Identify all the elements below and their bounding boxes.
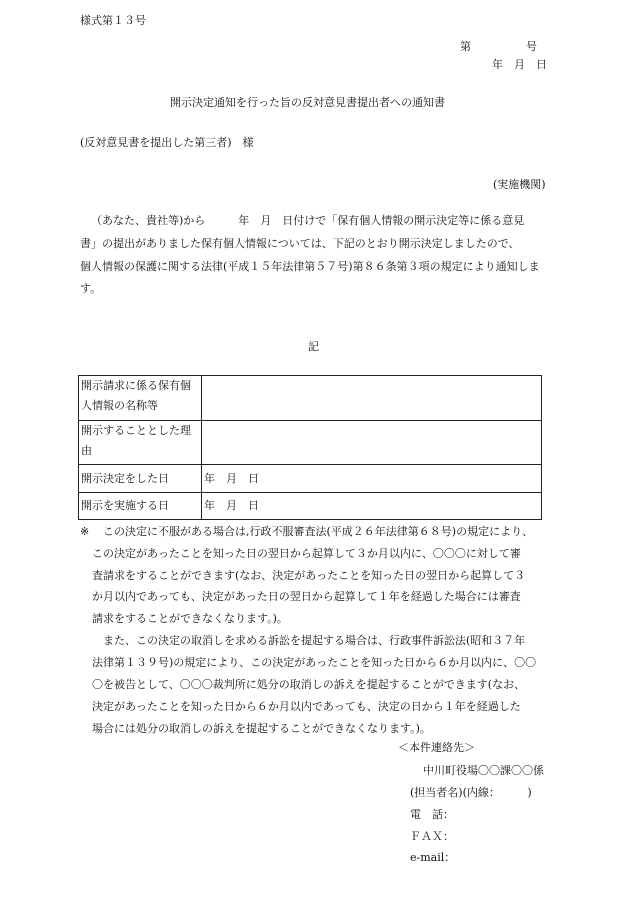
row-value (202, 376, 542, 421)
note-line: 請求をすることができなくなります。)。 (92, 612, 288, 625)
addressee: (反対意見書を提出した第三者) 様 (80, 136, 254, 149)
note-line: 場合には処分の取消しの訴えを提起することができなくなります。)。 (92, 722, 431, 735)
document-date: 年 月 日 (492, 58, 547, 71)
note-line: また、この決定の取消しを求める訴訟を提起する場合は、行政事件訴訟法(昭和３７年 (103, 634, 526, 647)
note-line: この決定があったことを知った日の翌日から起算して３か月以内に、〇〇〇に対して審 (92, 547, 521, 560)
note-line: 〇を被告として、〇〇〇裁判所に処分の取消しの訴えを提起することができます(なお、 (92, 678, 526, 691)
row-value: 年 月 日 (202, 493, 542, 520)
table-row (79, 465, 542, 493)
note-line: この決定に不服がある場合は,行政不服審査法(平成２６年法律第６８号)の規定により、 (103, 525, 534, 538)
contact-heading: ＜本件連絡先＞ (398, 741, 475, 754)
note-line: 法律第１３９号)の規定により、この決定があったことを知った日から６か月以内に、〇〇 (92, 656, 537, 669)
form-number: 様式第１３号 (80, 14, 146, 27)
body-line: す。 (80, 282, 102, 295)
row-value: 年 月 日 (202, 465, 542, 493)
contact-office: 中川町役場〇〇課〇〇係 (423, 764, 544, 777)
row-label: 開示を実施する日 (79, 493, 202, 520)
body-line: （あなた、貴社等)から 年 月 日付けで「保有個人情報の開示決定等に係る意見 (91, 214, 525, 227)
table-row (79, 421, 542, 465)
document-number: 第 号 (460, 40, 537, 53)
contact-tel: 電 話： (410, 808, 454, 821)
row-label: 開示請求に係る保有個人情報の名称等 (79, 376, 202, 421)
contact-email: e-mail： (410, 851, 456, 864)
note-line: 査請求をすることができます(なお、決定があったことを知った日の翌日から起算して３ (92, 569, 526, 582)
table-row (79, 376, 542, 421)
disclosure-table (78, 375, 542, 520)
note-line: か月以内であっても、決定があった日の翌日から起算して１年を経過した場合には審査 (92, 590, 521, 603)
contact-person: (担当者名)(内線： ) (410, 786, 532, 799)
row-label: 開示決定をした日 (79, 465, 202, 493)
note-mark: ※ (80, 525, 90, 538)
ki-heading: 記 (308, 340, 319, 353)
row-label: 開示することとした理由 (79, 421, 202, 465)
body-line: 個人情報の保護に関する法律(平成１５年法律第５７号)第８６条第３項の規定により通知しま (80, 260, 540, 273)
row-value (202, 421, 542, 465)
document-title: 開示決定通知を行った旨の反対意見書提出者への通知書 (170, 96, 445, 109)
table-row (79, 493, 542, 520)
note-line: 決定があったことを知った日から６か月以内であっても、決定の日から１年を経過した (92, 700, 521, 713)
contact-fax: ＦＡＸ： (410, 830, 454, 843)
body-line: 書」の提出がありました保有個人情報については、下記のとおり開示決定しましたので、 (80, 237, 520, 250)
issuing-agency: (実施機関) (493, 178, 546, 191)
